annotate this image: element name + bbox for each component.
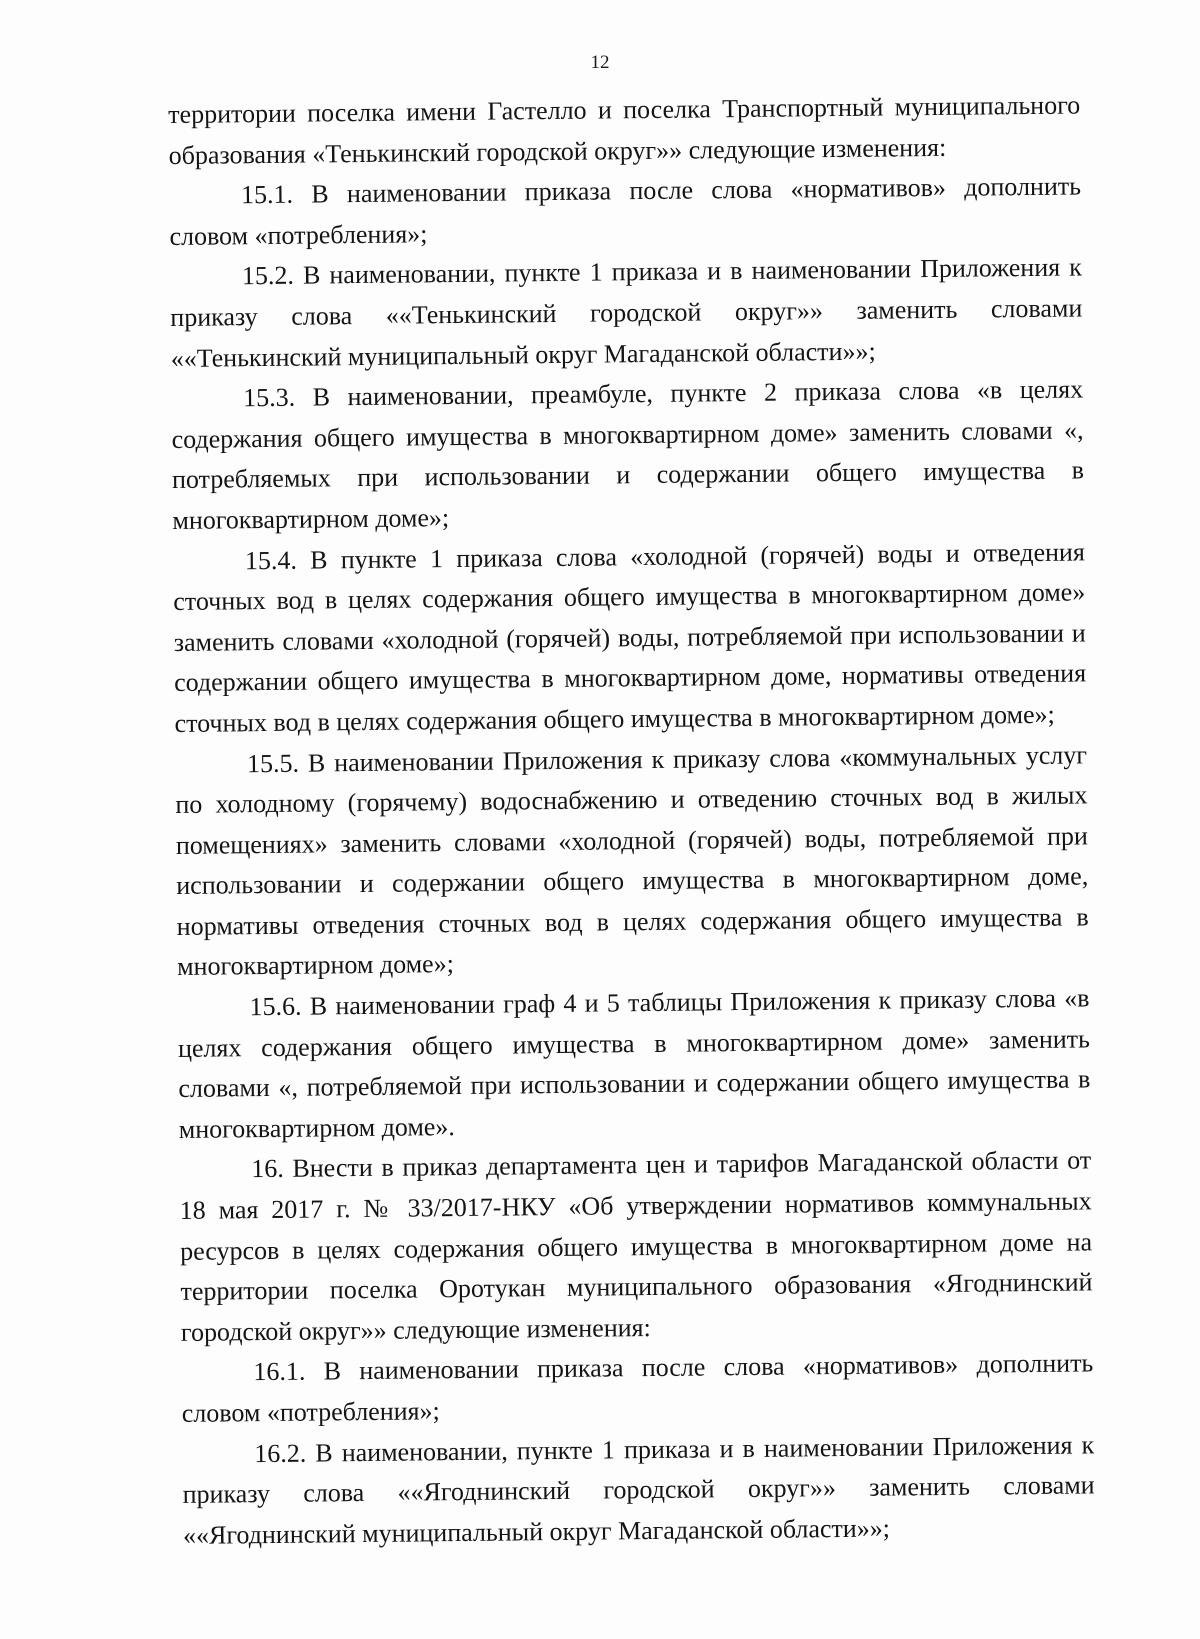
- page-number: 12: [590, 52, 610, 73]
- paragraph-15-3: 15.3. В наименовании, преамбуле, пункте 2 приказа слова «в целях содержания общего имущества в многоквартирном доме» заменить словами «, потребляемых при использовании и содержании общего имущества в многоквартирном доме»;: [171, 374, 1085, 535]
- paragraph-15-6: 15.6. В наименовании граф 4 и 5 таблицы Приложения к приказу слова «в целях содержания общего имущества в многоквартирном доме» заменить словами «, потребляемой при использовании и содержании общего имущества в многоквартирном доме».: [177, 983, 1091, 1144]
- paragraph-16: 16. Внести в приказ департамента цен и тарифов Магаданской области от 18 мая 2017 г. № 33/2017-НКУ «Об утверждении нормативов коммунальных ресурсов в целях содержания общего имущества в многоквартирном доме на территории поселка Оротукан муниципального образования «Ягоднинский городской округ»» следующие изменения:: [179, 1145, 1093, 1347]
- paragraph-continuation: территории поселка имени Гастелло и поселка Транспортный муниципального образования «Тенькинский городской округ»» следующие изменения:: [168, 90, 1081, 170]
- paragraph-15-5: 15.5. В наименовании Приложения к приказу слова «коммунальных услуг по холодному (горячему) водоснабжению и отведению сточных вод в жилых помещениях» заменить словами «холодной (горячей) воды, потребляемой при использовании и содержании общего имущества в многоквартирном доме, нормативы отведения сточных вод в целях содержания общего имущества в многоквартирном доме»;: [175, 739, 1089, 982]
- paragraph-16-1: 16.1. В наименовании приказа после слова «нормативов» дополнить словом «потребления»;: [181, 1348, 1094, 1428]
- paragraph-16-2: 16.2. В наименовании, пункте 1 приказа и в наименовании Приложения к приказу слова ««Ягоднинский городской округ»» заменить словами ««Ягоднинский муниципальный округ Магаданской области»»;: [182, 1429, 1095, 1550]
- paragraph-15-4: 15.4. В пункте 1 приказа слова «холодной (горячей) воды и отведения сточных вод в целях содержания общего имущества в многоквартирном доме» заменить словами «холодной (горячей) воды, потребляемой при использовании и содержании общего имущества в многоквартирном доме, нормативы отведения сточных вод в целях содержания общего имущества в многоквартирном доме»;: [173, 536, 1087, 738]
- paragraph-15-2: 15.2. В наименовании, пункте 1 приказа и в наименовании Приложения к приказу слова ««Тенькинский городской округ»» заменить словами ««Тенькинский муниципальный округ Магаданской области»»;: [170, 252, 1083, 373]
- paragraph-15-1: 15.1. В наименовании приказа после слова «нормативов» дополнить словом «потребления»;: [169, 171, 1082, 251]
- document-body: [168, 85, 1095, 1556]
